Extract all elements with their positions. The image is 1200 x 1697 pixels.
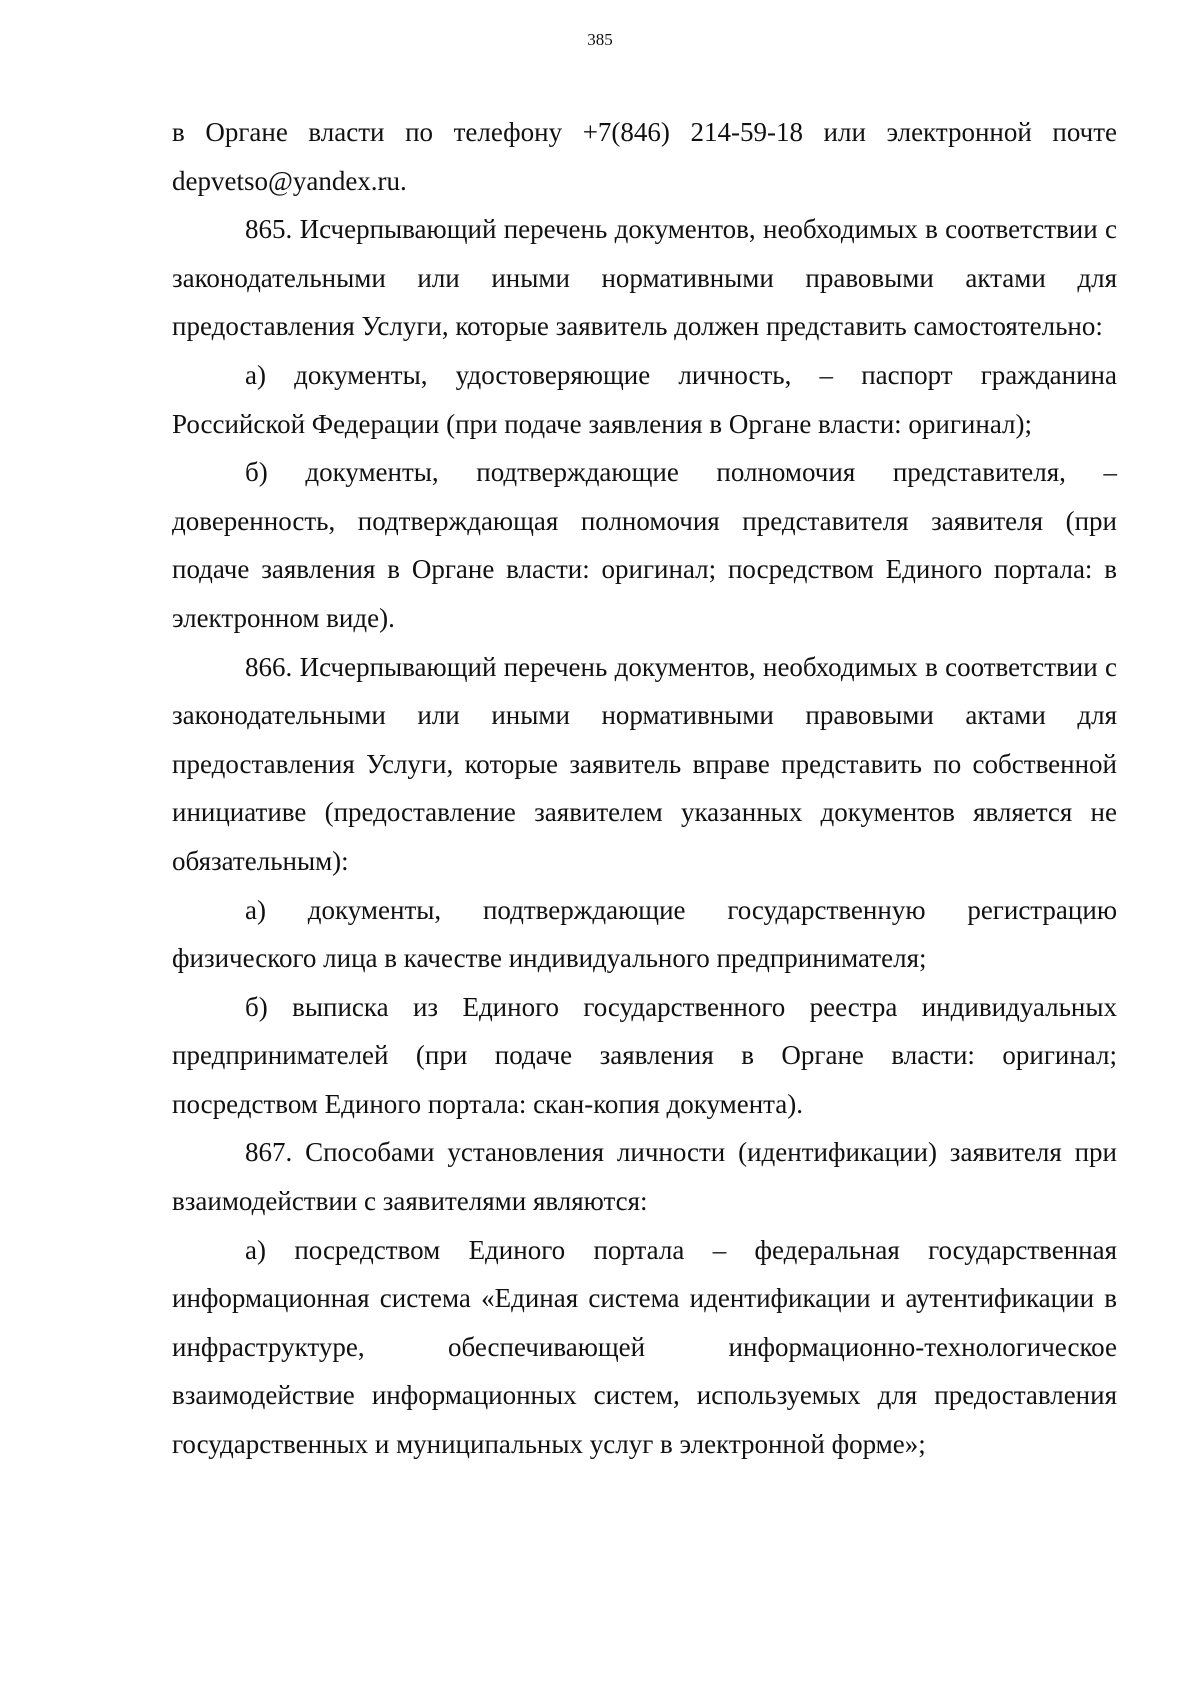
paragraph-866-b: б) выписка из Единого государственного реестра индивидуальных предпринимателей (при подаче заявления в Органе власти: оригинал; посредством Единого портала: скан-копия документа).	[172, 991, 1117, 1119]
paragraph-867: 867. Способами установления личности (идентификации) заявителя при взаимодействии с заявителями являются:	[172, 1137, 1117, 1217]
paragraph-865-a: а) документы, удостоверяющие личность, – паспорт гражданина Российской Федерации (при подаче заявления в Органе власти: оригинал);	[172, 359, 1117, 439]
paragraph-866: 866. Исчерпывающий перечень документов, необходимых в соответствии с законодательными или иными нормативными правовыми актами для предоставления Услуги, которые заявитель вправе представить по собственной инициативе (предоставление заявителем указанных документов является не обязательным):	[172, 651, 1117, 876]
paragraph-866-a: а) документы, подтверждающие государственную регистрацию физического лица в качестве индивидуального предпринимателя;	[172, 894, 1117, 974]
paragraph-867-a: а) посредством Единого портала – федеральная государственная информационная система «Единая система идентификации и аутентификации в инфраструктуре, обеспечивающей информационно-технологическое взаимодействие информационных систем, используемых для предоставления государственных и муниципальных услуг в электронной форме»;	[172, 1234, 1117, 1460]
document-body	[172, 108, 1117, 1469]
paragraph-865: 865. Исчерпывающий перечень документов, необходимых в соответствии с законодательными или иными нормативными правовыми актами для предоставления Услуги, которые заявитель должен представить самостоятельно:	[172, 214, 1117, 342]
page-number: 385	[587, 30, 613, 49]
paragraph-865-b: б) документы, подтверждающие полномочия представителя, – доверенность, подтверждающая полномочия представителя заявителя (при подаче заявления в Органе власти: оригинал; посредством Единого портала: в электронном виде).	[172, 457, 1117, 633]
paragraph-contact-info: в Органе власти по телефону +7(846) 214-59-18 или электронной почте depvetso@yandex.ru.	[172, 117, 1117, 196]
